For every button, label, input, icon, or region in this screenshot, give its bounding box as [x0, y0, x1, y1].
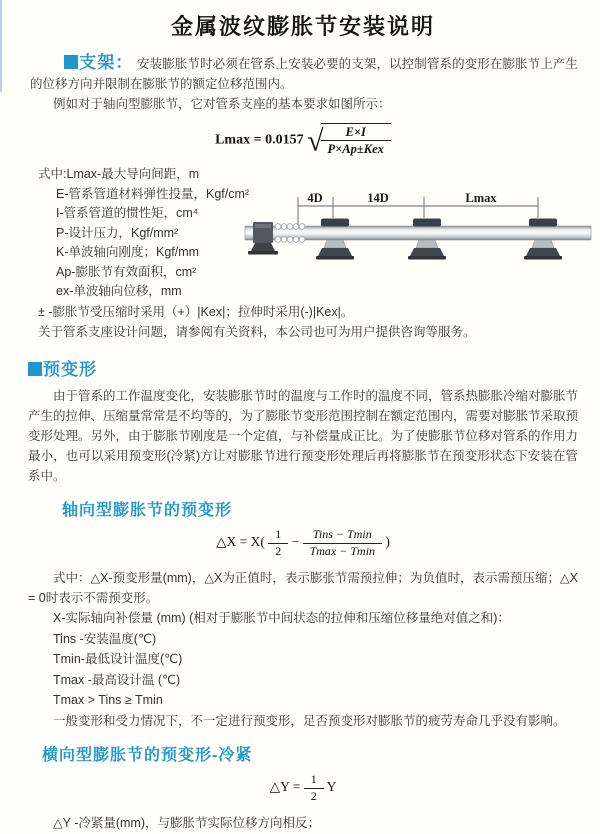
axial-formula [28, 527, 578, 559]
section-bullet-icon [64, 55, 78, 69]
transverse-formula-rhs: Y [326, 779, 337, 795]
definition-line: I-管系管道的惯性矩，cm⁴ [56, 206, 199, 221]
support-intro-text: 安装膨胀节时必须在管系上安装必要的支架，以控制管系的变形在膨胀节上产生的位移方向并限制在膨胀节的额定位移范围内。 [30, 57, 578, 91]
section-bullet-icon [28, 362, 42, 376]
transverse-formula-lhs: △Y = [269, 779, 301, 795]
sqrt-icon: √ [307, 124, 322, 158]
axial-line: Tmin-最低设计温度(℃) [53, 652, 183, 667]
scan-edge-artifact [0, 0, 2, 92]
definition-line: K-单波轴向刚度；Kgf/mm [56, 245, 200, 260]
definition-line: P-设计压力，Kgf/mm² [56, 225, 179, 240]
transverse-formula [28, 772, 578, 804]
axial-explain: 式中：△X-预变形量(mm)，△X为正值时，表示膨张节需预拉伸；为负值时，表示需预压缩；△X = 0时表示不需预变形。 [28, 571, 578, 606]
service-note: 关于管系支座设计问题，请参阅有关资料，本公司也可为用户提供咨询等服务。 [38, 324, 476, 339]
definition-line: E-管系管道材料弹性投量，Kgf/cm² [56, 186, 250, 201]
dimension-labels [307, 191, 497, 205]
lmax-formula [28, 123, 578, 158]
half-numerator: 1 [268, 527, 288, 544]
predeform-heading-label: 预变形 [43, 359, 97, 379]
pipe-support-spacing-diagram [241, 189, 597, 283]
half-numerator: 1 [304, 772, 324, 789]
close-paren: ) [385, 534, 390, 550]
predeform-section-heading [28, 355, 578, 380]
temp-frac-numerator: Tins − Tmin [303, 527, 382, 544]
axial-line: X-实际轴向补偿量 (mm) (相对于膨胀节中间状态的拉伸和压缩位移量绝对值之和)： [53, 611, 510, 626]
definition-line: Ap-膨胀节有效面积，cm² [56, 264, 197, 279]
axial-formula-lhs: △X = X( [216, 534, 265, 550]
definitions-and-diagram [38, 165, 578, 302]
axial-line: 一般变形和受力情况下，不一定进行预变形，足否预变形对膨胀节的疲劳寿命几乎没有影响。 [53, 713, 566, 728]
temp-frac-denominator: Tmax − Tmin [309, 543, 376, 558]
definition-line: ex-单波轴向位移，mm [56, 284, 182, 299]
support-example-line: 例如对于轴向型膨胀节，它对管系支座的基本要求如图所示： [53, 97, 391, 111]
lmax-formula-numerator: E×I [321, 124, 391, 141]
half-denominator: 2 [275, 543, 282, 558]
dim-label-14d: 14D [367, 191, 389, 206]
half-denominator: 2 [310, 788, 317, 803]
axial-line: Tmax > Tins ≥ Tmin [53, 693, 163, 708]
support-section-heading: 支架： [79, 53, 134, 72]
axial-line: Tins -安装温度(℃) [53, 631, 157, 646]
minus-sign: − [291, 534, 300, 550]
transverse-note: △Y -冷紧量(mm)，与膨胀节实际位移方向相反； [53, 816, 321, 831]
page-title: 金属波纹膨胀节安装说明 [170, 14, 435, 39]
dim-label-4d: 4D [307, 191, 323, 206]
plus-minus-note: ± -膨胀节受压缩时采用（+）|Kex|；拉伸时采用(-)|Kex|。 [38, 304, 354, 319]
transverse-subheading: 横向型膨胀节的预变形-冷紧 [42, 747, 253, 765]
lmax-formula-prefix: Lmax = 0.0157 [215, 132, 304, 148]
axial-line: Tmax -最高设计温 (℃) [53, 672, 181, 687]
axial-subheading: 轴向型膨胀节的预变形 [62, 501, 233, 519]
definition-line: 式中:Lmax-最大导向间距，m [38, 167, 200, 182]
dim-label-lmax: Lmax [465, 191, 497, 206]
support-intro-paragraph [30, 53, 578, 94]
predeform-paragraph: 由于管系的工作温度变化，安装膨胀节时的温度与工作时的温度不同，管系热膨胀冷缩对膨胀节产生的拉伸、压缩量常常是不均等的，为了膨胀节变形范围控制在额定范围内，需要对膨胀节采取预变形处理。另外，由于膨胀节刚度是一个定值，与补偿量成正比。为了使膨胀节位移对管系的作用力最小，也可以采用预变形(冷紧)方让对膨胀节进行预变形处理后再将膨胀节在预变形状态下安装在管系中。 [28, 388, 579, 483]
lmax-formula-denominator: P×Ap±Kex [327, 142, 384, 157]
